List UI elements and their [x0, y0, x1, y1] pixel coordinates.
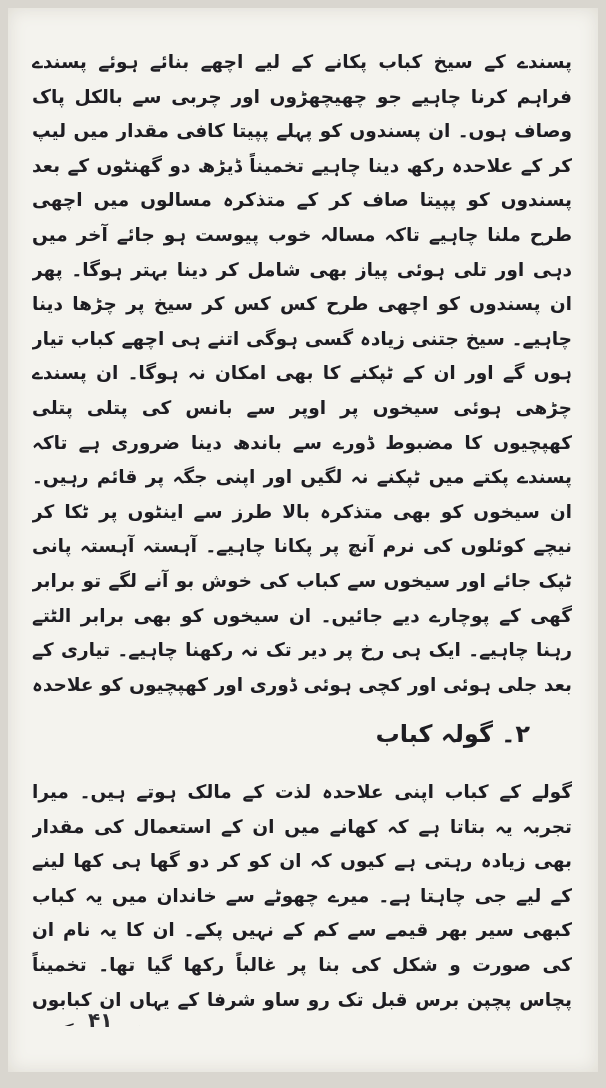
body-paragraph-2: گولے کے کباب اپنی علاحدہ لذت کے مالک ہوتے ہیں۔ میرا تجربہ یہ بتاتا ہے کہ کھانے میں ان کے استعمال کی مقدار بھی زیادہ رہتی ہے کیوں کہ ان کو کر دو گھا ہی کھا لینے کے لیے جی چاہتا ہے۔ میرے چھوٹے سے خاندان میں یہ کباب کبھی سیر بھر قیمے سے کم کے نہیں پکے۔ ان کا یہ نام ان کی صورت و شکل کی بنا پر غالباً رکھا گیا تھا۔ تخمیناً پچاس پچپن برس قبل تک رو ساو شرفا کے یہاں ان کبابوں — [32, 782, 572, 1011]
page-number: ۴۱ — [88, 1008, 113, 1032]
document-page — [8, 8, 598, 1072]
section-heading-gola-kabab: ۲۔ گولہ کباب — [375, 720, 530, 748]
body-paragraph-1: پسندے کے سیخ کباب پکانے کے لیے اچھے بنائے ہوئے پسندے فراہم کرنا چاہیے جو چھیچھڑوں اور چربی سے بالکل پاک وصاف ہوں۔ ان پسندوں کو پہلے پپیتا کافی مقدار میں لیپ کر کے علاحدہ رکھ دینا چاہیے تخمیناً ڈیڑھ دو گھنٹوں کے بعد پسندوں کو پپیتا صاف کر کے متذکرہ مسالوں میں اچھی طرح ملنا چاہیے تاکہ مسالہ خوب پیوست ہو جائے آخر میں دہی اور تلی ہوئی پیاز بھی شامل کر دینا بہتر ہوگا۔ پھر ان پسندوں کو اچھی طرح کس کس کر سیخ پر چڑھا دینا چاہیے۔ سیخ جتنی زیادہ گسی ہوگی اتنے ہی اچھے کباب تیار ہوں گے اور ان کے ٹپکنے کا بھی امکان نہ ہوگا۔ ان پسندے چڑھی ہوئی سیخوں پر اوپر سے بانس کی پتلی پتلی کھپچیوں کا مضبوط ڈورے سے باندھ دینا ضروری ہے تاکہ پسندے پکتے میں ٹپکنے نہ لگیں اور اپنی جگہ پر قائم رہیں۔ ان سیخوں کو بھی متذکرہ بالا طرز سے اینٹوں پر ٹکا کر نیچے کوئلوں کی نرم آنچ پر پکانا چاہیے۔ آہستہ آہستہ پانی ٹپک جائے اور سیخوں سے کباب کی خوش بو آنے لگے تو برابر گھی کے پوچارے دیے جائیں۔ ان سیخوں کو بھی برابر الٹتے رہنا چاہیے۔ ایک ہی رخ پر دیر تک نہ رکھنا چاہیے۔ تیاری کے بعد جلی ہوئی اور کچی ہوئی ڈوری اور کھپچیوں کو علاحدہ — [32, 52, 572, 696]
